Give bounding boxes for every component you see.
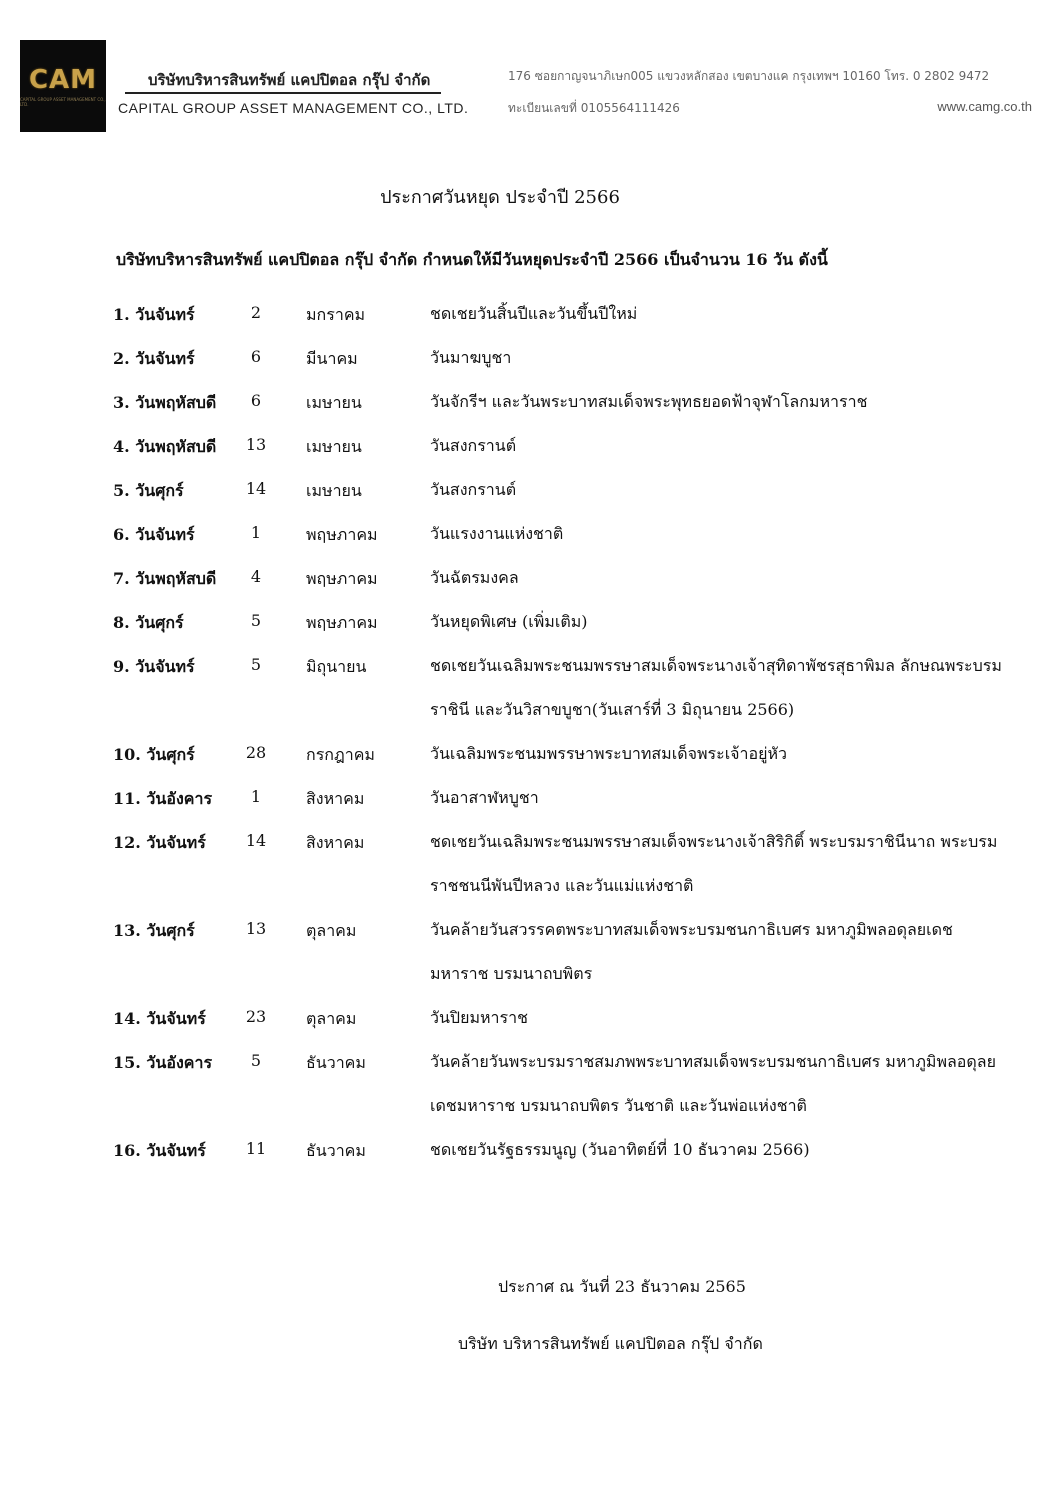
holiday-date: 5	[250, 655, 262, 674]
registration-number: ทะเบียนเลขที่ 0105564111426	[508, 101, 680, 115]
holiday-date: 23	[245, 1007, 267, 1026]
holiday-description: วันอาสาฬหบูชา	[430, 788, 539, 807]
holiday-day: 14. วันจันทร์	[113, 1009, 206, 1028]
holiday-list	[0, 298, 1058, 1178]
holiday-date: 6	[250, 391, 262, 410]
signatory-company: บริษัท บริหารสินทรัพย์ แคปปิตอล กรุ๊ป จำกัด	[458, 1334, 763, 1353]
holiday-month: พฤษภาคม	[306, 569, 378, 588]
holiday-day: 10. วันศุกร์	[113, 745, 195, 764]
holiday-description: วันฉัตรมงคล	[430, 568, 519, 587]
holiday-month: กรกฎาคม	[306, 745, 375, 764]
holiday-month: ตุลาคม	[306, 921, 357, 940]
holiday-day: 13. วันศุกร์	[113, 921, 195, 940]
company-name-english: CAPITAL GROUP ASSET MANAGEMENT CO., LTD.	[118, 100, 469, 116]
document-title: ประกาศวันหยุด ประจำปี 2566	[380, 187, 620, 208]
holiday-day: 7. วันพฤหัสบดี	[113, 569, 217, 588]
holiday-month: พฤษภาคม	[306, 525, 378, 544]
holiday-description: วันเฉลิมพระชนมพรรษาพระบาทสมเด็จพระเจ้าอยู่หัว	[430, 744, 788, 763]
holiday-date: 14	[245, 479, 267, 498]
holiday-month: มกราคม	[306, 305, 366, 324]
holiday-date: 13	[245, 919, 267, 938]
company-name-underline	[125, 92, 441, 94]
holiday-description: ชดเชยวันเฉลิมพระชนมพรรษาสมเด็จพระนางเจ้าสิริกิติ์ พระบรมราชินีนาถ พระบรมราชชนนีพันปีหลวง และวันแม่แห่งชาติ	[430, 832, 998, 895]
holiday-row	[0, 1134, 1058, 1178]
holiday-description: วันสงกรานต์	[430, 480, 517, 499]
holiday-date: 28	[245, 743, 267, 762]
announcement-date: ประกาศ ณ วันที่ 23 ธันวาคม 2565	[498, 1277, 746, 1296]
letterhead	[0, 0, 1058, 140]
holiday-description: ชดเชยวันสิ้นปีและวันขึ้นปีใหม่	[430, 304, 638, 323]
holiday-day: 12. วันจันทร์	[113, 833, 206, 852]
holiday-date: 14	[245, 831, 267, 850]
holiday-month: ธันวาคม	[306, 1053, 366, 1072]
holiday-date: 4	[250, 567, 262, 586]
holiday-date: 5	[250, 611, 262, 630]
intro-paragraph: บริษัทบริหารสินทรัพย์ แคปปิตอล กรุ๊ป จำกัด กำหนดให้มีวันหยุดประจำปี 2566 เป็นจำนวน 16 วัน ดังนี้	[116, 250, 828, 269]
holiday-date: 1	[250, 787, 262, 806]
holiday-month: สิงหาคม	[306, 833, 365, 852]
holiday-month: เมษายน	[306, 437, 362, 456]
company-website: www.camg.co.th	[937, 99, 1032, 114]
holiday-day: 3. วันพฤหัสบดี	[113, 393, 217, 412]
holiday-day: 8. วันศุกร์	[113, 613, 184, 632]
holiday-description: ชดเชยวันรัฐธรรมนูญ (วันอาทิตย์ที่ 10 ธันวาคม 2566)	[430, 1140, 810, 1159]
holiday-description: ชดเชยวันเฉลิมพระชนมพรรษาสมเด็จพระนางเจ้าสุทิดาพัชรสุธาพิมล ลักษณพระบรมราชินี และวันวิสาขบูชา(วันเสาร์ที่ 3 มิถุนายน 2566)	[430, 656, 1002, 719]
holiday-month: สิงหาคม	[306, 789, 365, 808]
holiday-description: วันสงกรานต์	[430, 436, 517, 455]
holiday-row	[0, 650, 1058, 738]
holiday-day: 15. วันอังคาร	[113, 1053, 213, 1072]
holiday-day: 1. วันจันทร์	[113, 305, 195, 324]
holiday-description: วันคล้ายวันพระบรมราชสมภพพระบาทสมเด็จพระบรมชนกาธิเบศร มหาภูมิพลอดุลยเดชมหาราช บรมนาถบพิตร วันชาติ และวันพ่อแห่งชาติ	[430, 1052, 996, 1115]
holiday-date: 11	[245, 1139, 267, 1158]
holiday-month: พฤษภาคม	[306, 613, 378, 632]
company-address: 176 ซอยกาญจนาภิเษก005 แขวงหลักสอง เขตบางแค กรุงเทพฯ 10160 โทร. 0 2802 9472	[508, 69, 990, 83]
holiday-day: 9. วันจันทร์	[113, 657, 195, 676]
holiday-day: 5. วันศุกร์	[113, 481, 184, 500]
holiday-description: วันมาฆบูชา	[430, 348, 512, 367]
holiday-day: 2. วันจันทร์	[113, 349, 195, 368]
holiday-day: 16. วันจันทร์	[113, 1141, 206, 1160]
logo-text: CAM	[28, 65, 98, 95]
company-logo	[20, 40, 106, 132]
holiday-month: ตุลาคม	[306, 1009, 357, 1028]
holiday-description: วันหยุดพิเศษ (เพิ่มเติม)	[430, 612, 588, 631]
company-name-thai: บริษัทบริหารสินทรัพย์ แคปปิตอล กรุ๊ป จำกัด	[148, 71, 431, 89]
holiday-row	[0, 914, 1058, 1002]
holiday-description: วันปิยมหาราช	[430, 1008, 528, 1027]
holiday-date: 13	[245, 435, 267, 454]
holiday-description: วันคล้ายวันสวรรคตพระบาทสมเด็จพระบรมชนกาธิเบศร มหาภูมิพลอดุลยเดชมหาราช บรมนาถบพิตร	[430, 920, 953, 983]
logo-subtext: CAPITAL GROUP ASSET MANAGEMENT CO., LTD.	[20, 97, 106, 107]
holiday-description: วันจักรีฯ และวันพระบาทสมเด็จพระพุทธยอดฟ้าจุฬาโลกมหาราช	[430, 392, 868, 411]
holiday-description: วันแรงงานแห่งชาติ	[430, 524, 564, 543]
holiday-row	[0, 1046, 1058, 1134]
holiday-month: มิถุนายน	[306, 657, 367, 676]
holiday-date: 6	[250, 347, 262, 366]
holiday-row	[0, 826, 1058, 914]
holiday-month: เมษายน	[306, 481, 362, 500]
holiday-date: 1	[250, 523, 262, 542]
holiday-month: เมษายน	[306, 393, 362, 412]
holiday-day: 6. วันจันทร์	[113, 525, 195, 544]
holiday-day: 4. วันพฤหัสบดี	[113, 437, 217, 456]
holiday-date: 2	[250, 303, 262, 322]
holiday-month: มีนาคม	[306, 349, 358, 368]
holiday-day: 11. วันอังคาร	[113, 789, 213, 808]
holiday-month: ธันวาคม	[306, 1141, 366, 1160]
holiday-date: 5	[250, 1051, 262, 1070]
